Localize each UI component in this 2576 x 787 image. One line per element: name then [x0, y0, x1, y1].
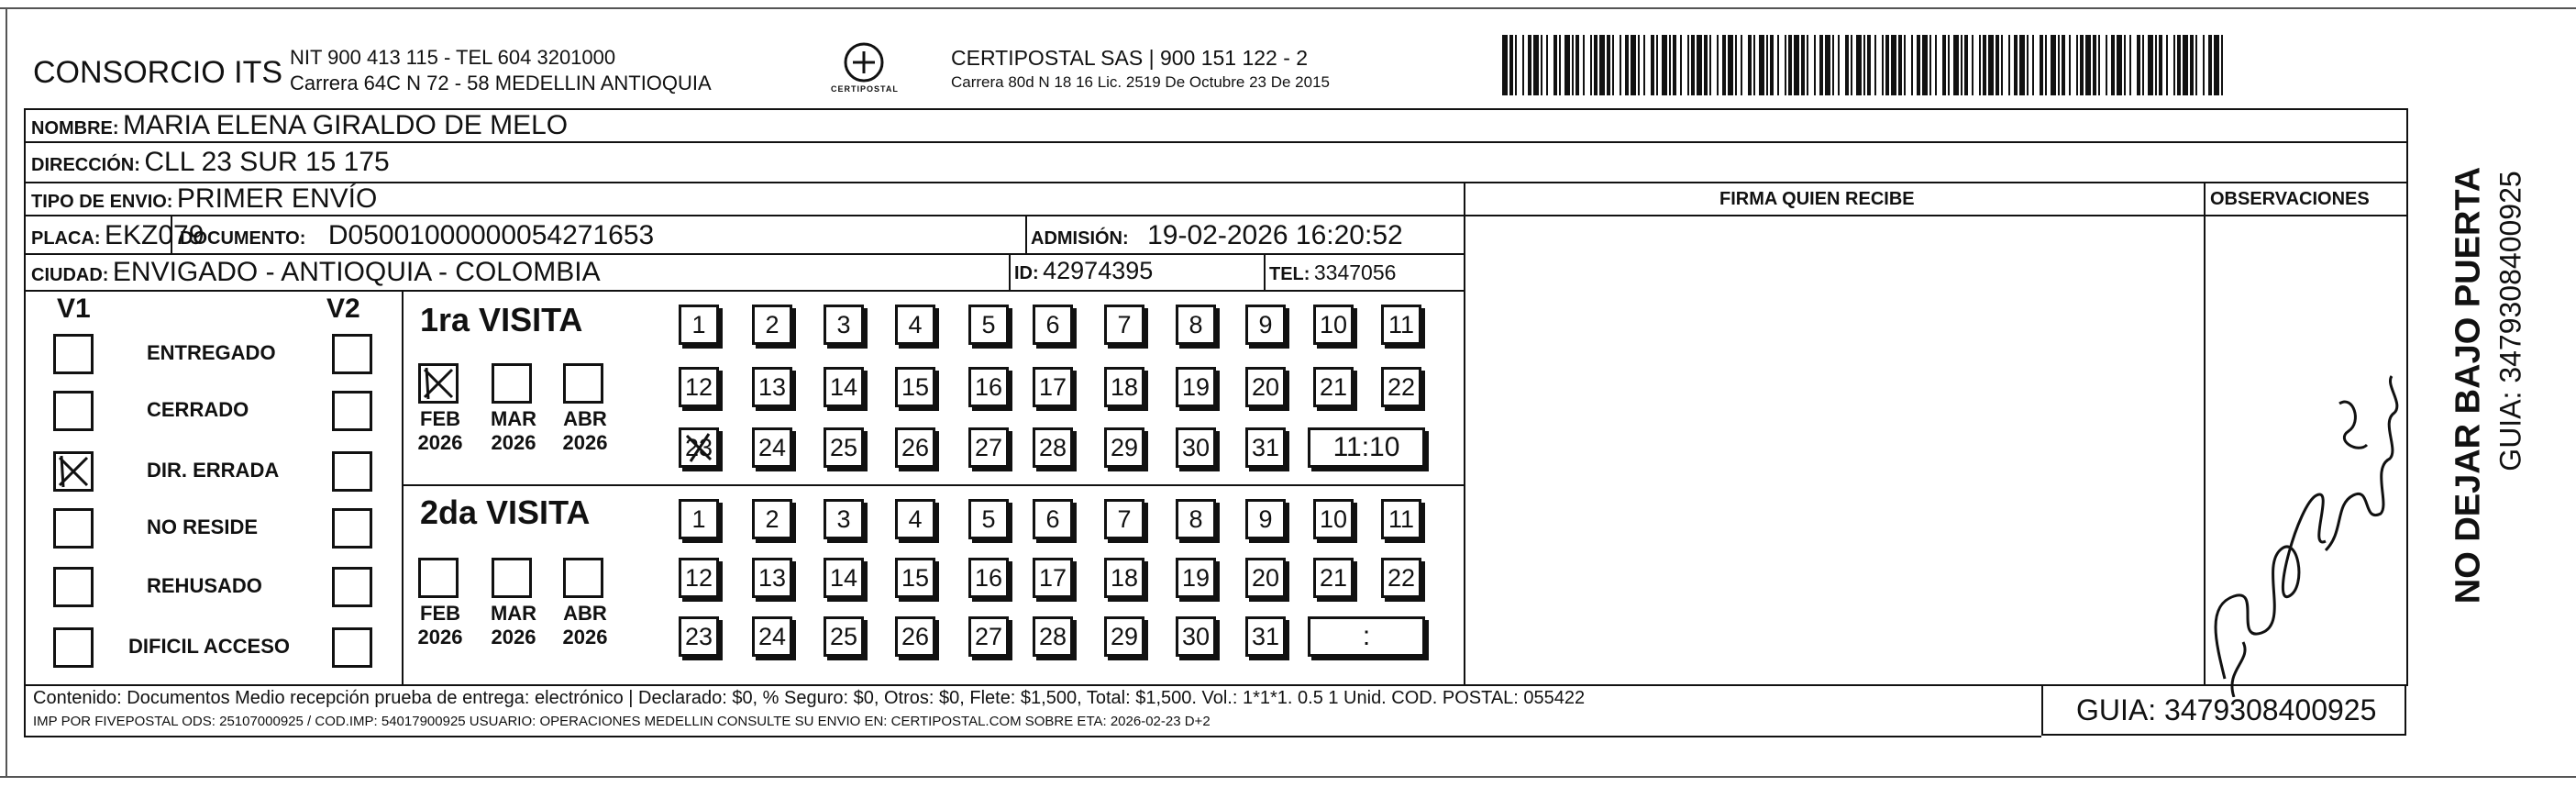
visit1-day-2[interactable]: 2 — [752, 305, 792, 345]
ciudad-label: CIUDAD: — [31, 265, 109, 285]
visit1-day-16[interactable]: 16 — [968, 367, 1009, 407]
visit1-day-24[interactable]: 24 — [752, 427, 792, 468]
visit1-month-label: ABR 2026 — [562, 407, 608, 454]
footer-content-line: Contenido: Documentos Medio recepción prueba de entrega: electrónico | Declarado: $0, % Seguro: $0, Otros: $0, Flete: $1,500, Total: $1,500. Vol.: 1*1*1. 0.5 1 Unid. COD. POSTAL: 055422 — [33, 688, 1586, 708]
col-firma-line — [1464, 182, 1465, 686]
placa-value: EKZ079 — [105, 220, 205, 250]
visit2-day-30[interactable]: 30 — [1176, 616, 1216, 657]
visit2-day-4[interactable]: 4 — [895, 499, 935, 539]
bottom-border — [0, 776, 2576, 778]
visit2-day-15[interactable]: 15 — [895, 558, 935, 598]
visit2-time-box[interactable]: : — [1308, 616, 1425, 657]
v1-checkbox-5[interactable] — [53, 567, 94, 607]
visit2-day-6[interactable]: 6 — [1033, 499, 1073, 539]
v2-checkbox-4[interactable] — [332, 508, 372, 549]
carrier-name: CERTIPOSTAL SAS | 900 151 122 - 2 — [951, 46, 1309, 70]
visit2-day-10[interactable]: 10 — [1313, 499, 1354, 539]
side-warning: NO DEJAR BAJO PUERTA — [2449, 166, 2488, 604]
v2-checkbox-3[interactable] — [332, 451, 372, 492]
recipient-signature — [2197, 367, 2417, 697]
ciudad-field — [31, 257, 601, 288]
visit2-day-7[interactable]: 7 — [1104, 499, 1144, 539]
visit1-day-15[interactable]: 15 — [895, 367, 935, 407]
visit1-day-20[interactable]: 20 — [1245, 367, 1286, 407]
v2-checkbox-6[interactable] — [332, 627, 372, 668]
tipo-envio-value: PRIMER ENVÍO — [176, 183, 378, 214]
admision-value: 19-02-2026 16:20:52 — [1147, 220, 1403, 250]
visit2-day-14[interactable]: 14 — [824, 558, 864, 598]
visit2-month-abr[interactable] — [563, 558, 603, 598]
visit2-day-16[interactable]: 16 — [968, 558, 1009, 598]
visit1-month-label: MAR 2026 — [490, 407, 537, 454]
barcode — [1502, 35, 2227, 95]
tipo-envio-field — [31, 183, 377, 215]
firma-header: FIRMA QUIEN RECIBE — [1719, 189, 1915, 209]
certipostal-logo — [831, 39, 897, 103]
visit1-day-3[interactable]: 3 — [824, 305, 864, 345]
observaciones-header: OBSERVACIONES — [2210, 189, 2370, 209]
visit2-day-9[interactable]: 9 — [1245, 499, 1286, 539]
carrier-address: Carrera 80d N 18 16 Lic. 2519 De Octubre 23 De 2015 — [951, 73, 1330, 91]
v1-checkbox-4[interactable] — [53, 508, 94, 549]
visit1-day-28[interactable]: 28 — [1033, 427, 1073, 468]
visit2-title: 2da VISITA — [420, 493, 591, 531]
left-border — [6, 7, 7, 776]
nombre-field — [31, 110, 568, 141]
side-guia: GUIA: 3479308400925 — [2493, 171, 2527, 471]
status-label: DIFICIL ACCESO — [128, 635, 291, 658]
v2-checkbox-5[interactable] — [332, 567, 372, 607]
visit2-day-22[interactable]: 22 — [1381, 558, 1421, 598]
visit2-day-20[interactable]: 20 — [1245, 558, 1286, 598]
placa-field — [31, 220, 204, 251]
v2-label: V2 — [326, 294, 360, 324]
visit2-day-25[interactable]: 25 — [824, 616, 864, 657]
status-label: ENTREGADO — [147, 341, 276, 364]
status-label: NO RESIDE — [147, 515, 259, 538]
visit1-day-9[interactable]: 9 — [1245, 305, 1286, 345]
placa-label: PLACA: — [31, 228, 101, 249]
visit1-day-12[interactable]: 12 — [679, 367, 719, 407]
visit1-month-feb[interactable] — [418, 363, 459, 404]
visit1-day-14[interactable]: 14 — [824, 367, 864, 407]
status-label: REHUSADO — [147, 574, 262, 597]
visit1-day-8[interactable]: 8 — [1176, 305, 1216, 345]
visit1-month-mar[interactable] — [492, 363, 532, 404]
visit2-day-13[interactable]: 13 — [752, 558, 792, 598]
row-line-4 — [24, 253, 1465, 255]
id-value: 42974395 — [1043, 257, 1154, 284]
nombre-label: NOMBRE: — [31, 118, 119, 139]
company-nit: NIT 900 413 115 - TEL 604 3201000 — [290, 46, 616, 69]
visit1-day-29[interactable]: 29 — [1104, 427, 1144, 468]
direccion-value: CLL 23 SUR 15 175 — [144, 147, 390, 177]
documento-field — [180, 220, 654, 251]
side-panel — [2421, 119, 2531, 651]
company-address: Carrera 64C N 72 - 58 MEDELLIN ANTIOQUIA — [290, 72, 712, 94]
visit1-month-label: FEB 2026 — [417, 407, 463, 454]
visit1-day-17[interactable]: 17 — [1033, 367, 1073, 407]
status-label: DIR. ERRADA — [147, 459, 280, 482]
v1-checkbox-2[interactable] — [53, 391, 94, 431]
visit2-day-31[interactable]: 31 — [1245, 616, 1286, 657]
logo-text: CERTIPOSTAL — [831, 84, 899, 94]
visit-divider — [402, 484, 1465, 486]
visit2-day-24[interactable]: 24 — [752, 616, 792, 657]
visit1-day-5[interactable]: 5 — [968, 305, 1009, 345]
footer-guia: GUIA: 3479308400925 — [2076, 693, 2377, 726]
visit2-day-27[interactable]: 27 — [968, 616, 1009, 657]
visit1-day-21[interactable]: 21 — [1313, 367, 1354, 407]
v2-checkbox-1[interactable] — [332, 334, 372, 374]
visit1-time-box[interactable]: 11:10 — [1308, 427, 1425, 468]
visit2-day-26[interactable]: 26 — [895, 616, 935, 657]
id-label: ID: — [1014, 263, 1039, 283]
direccion-field — [31, 147, 390, 178]
visit2-day-3[interactable]: 3 — [824, 499, 864, 539]
tipo-envio-label: TIPO DE ENVIO: — [31, 192, 173, 212]
company-name: CONSORCIO ITS — [33, 55, 283, 90]
visit2-day-5[interactable]: 5 — [968, 499, 1009, 539]
top-border — [0, 7, 2576, 9]
visit1-title: 1ra VISITA — [420, 301, 583, 338]
col-tel-line — [1264, 253, 1266, 290]
row-line-5 — [24, 290, 1465, 292]
footer-guia-box — [2041, 684, 2406, 736]
visit1-day-27[interactable]: 27 — [968, 427, 1009, 468]
visit1-month-abr[interactable] — [563, 363, 603, 404]
id-field — [1014, 257, 1153, 285]
row-line-2 — [24, 182, 2408, 183]
form-left-line — [24, 108, 26, 737]
col-admision-line — [1025, 215, 1027, 253]
v1-checkbox-1[interactable] — [53, 334, 94, 374]
footer-imp-line: IMP POR FIVEPOSTAL ODS: 25107000925 / COD.IMP: 54017900925 USUARIO: OPERACIONES MEDELLIN CONSULTE SU ENVIO EN: CERTIPOSTAL.COM SOBRE ETA: 2026-02-23 D+2 — [33, 714, 1211, 729]
visit1-day-30[interactable]: 30 — [1176, 427, 1216, 468]
visit2-day-1[interactable]: 1 — [679, 499, 719, 539]
visit2-day-19[interactable]: 19 — [1176, 558, 1216, 598]
visit2-month-feb[interactable] — [418, 558, 459, 598]
visit2-day-11[interactable]: 11 — [1381, 499, 1421, 539]
visit1-day-19[interactable]: 19 — [1176, 367, 1216, 407]
v1-checkbox-6[interactable] — [53, 627, 94, 668]
visit1-day-18[interactable]: 18 — [1104, 367, 1144, 407]
visit2-day-8[interactable]: 8 — [1176, 499, 1216, 539]
documento-label: DOCUMENTO: — [180, 228, 306, 249]
visit1-day-11[interactable]: 11 — [1381, 305, 1421, 345]
visit2-month-mar[interactable] — [492, 558, 532, 598]
tel-value: 3347056 — [1313, 260, 1397, 284]
visit1-day-10[interactable]: 10 — [1313, 305, 1354, 345]
visit1-day-13[interactable]: 13 — [752, 367, 792, 407]
visit1-day-31[interactable]: 31 — [1245, 427, 1286, 468]
ciudad-value: ENVIGADO - ANTIOQUIA - COLOMBIA — [112, 257, 601, 287]
footer-bottom-line — [24, 736, 2041, 737]
visit1-day-23[interactable]: 23 — [679, 427, 719, 468]
admision-label: ADMISIÓN: — [1031, 228, 1129, 249]
nombre-value: MARIA ELENA GIRALDO DE MELO — [123, 110, 569, 140]
visit1-day-4[interactable]: 4 — [895, 305, 935, 345]
visit2-day-2[interactable]: 2 — [752, 499, 792, 539]
v1-label: V1 — [57, 294, 91, 324]
visit2-day-18[interactable]: 18 — [1104, 558, 1144, 598]
row-line-3 — [24, 215, 2408, 216]
row-line-1 — [24, 141, 2408, 143]
visit2-month-label: FEB 2026 — [417, 602, 463, 648]
admision-field — [1031, 220, 1403, 251]
documento-value: D05001000000054271653 — [327, 220, 655, 250]
status-label: CERRADO — [147, 398, 249, 421]
visit1-day-26[interactable]: 26 — [895, 427, 935, 468]
v2-checkbox-2[interactable] — [332, 391, 372, 431]
visit2-day-23[interactable]: 23 — [679, 616, 719, 657]
visit2-day-28[interactable]: 28 — [1033, 616, 1073, 657]
visit2-day-29[interactable]: 29 — [1104, 616, 1144, 657]
visit1-day-25[interactable]: 25 — [824, 427, 864, 468]
visit2-day-12[interactable]: 12 — [679, 558, 719, 598]
visit1-day-6[interactable]: 6 — [1033, 305, 1073, 345]
visit2-day-17[interactable]: 17 — [1033, 558, 1073, 598]
direccion-label: DIRECCIÓN: — [31, 155, 140, 175]
visit1-day-1[interactable]: 1 — [679, 305, 719, 345]
tel-field — [1269, 260, 1396, 285]
visit2-month-label: MAR 2026 — [490, 602, 537, 648]
visit1-day-22[interactable]: 22 — [1381, 367, 1421, 407]
visit2-month-label: ABR 2026 — [562, 602, 608, 648]
status-divider — [402, 290, 404, 686]
col-id-line — [1009, 253, 1011, 290]
visit1-day-7[interactable]: 7 — [1104, 305, 1144, 345]
v1-checkbox-3[interactable] — [53, 451, 94, 492]
visit2-day-21[interactable]: 21 — [1313, 558, 1354, 598]
tel-label: TEL: — [1269, 264, 1310, 284]
